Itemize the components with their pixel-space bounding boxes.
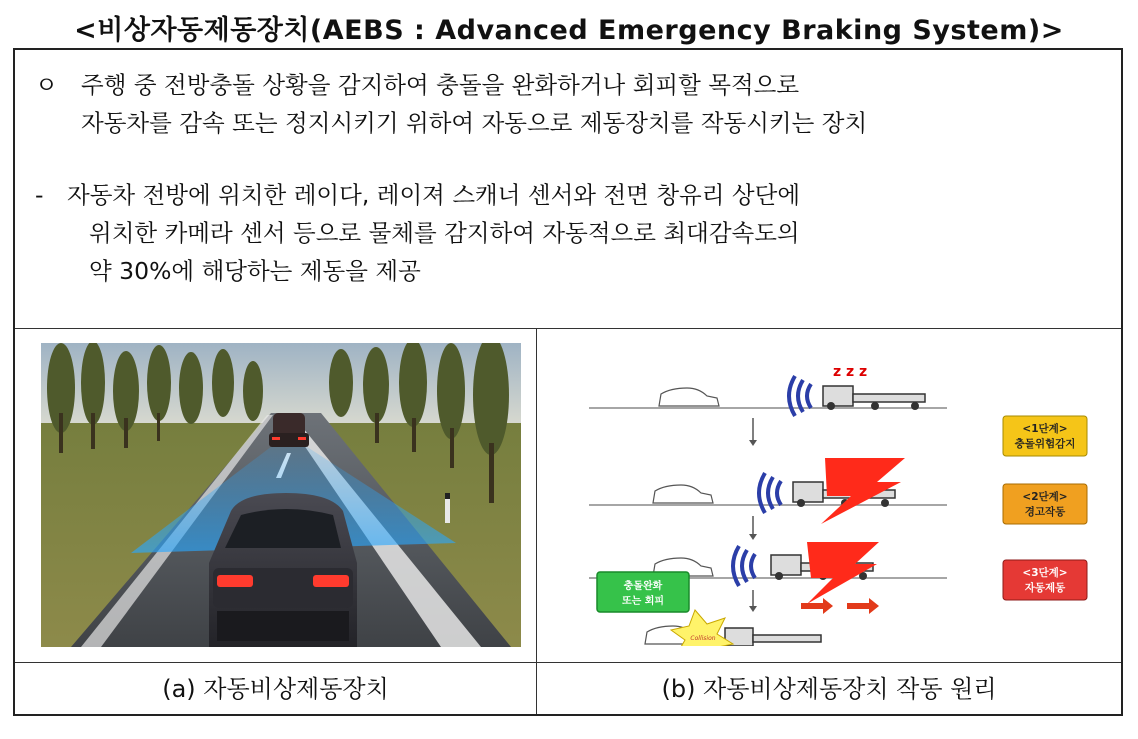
figure-b-caption: (b) 자동비상제동장치 작동 원리	[661, 675, 997, 703]
stage1-label: <1단계>	[1022, 423, 1068, 435]
bullet-main-line-1: ㅇ 주행 중 전방충돌 상황을 감지하여 충돌을 완화하거나 회피할 목적으로	[35, 66, 1115, 104]
table-top-border	[15, 328, 1121, 329]
aebs-road-photo	[41, 343, 521, 647]
lead-car	[269, 413, 309, 447]
stage1-desc: 충돌위험감지	[1014, 438, 1076, 450]
stage3-label: <3단계>	[1022, 567, 1068, 579]
ego-car	[209, 493, 357, 647]
bullet-sub-line-2: 위치한 카메라 센서 등으로 물체를 감지하여 자동적으로 최대감속도의	[89, 219, 800, 247]
svg-text:z z z: z z z	[833, 364, 868, 380]
dash-bullet-marker: -	[35, 181, 44, 209]
stage3-box	[1003, 560, 1087, 600]
content-box	[13, 48, 1123, 716]
figure-a-caption: (a) 자동비상제동장치	[162, 675, 389, 703]
bullet-sub	[35, 176, 1115, 290]
table-column-divider	[536, 328, 537, 714]
bullet-sub-line-3: 약 30%에 해당하는 제동을 제공	[89, 257, 421, 285]
circle-bullet-marker: ㅇ	[35, 71, 58, 99]
mitigation-label-2: 또는 회피	[621, 596, 665, 607]
stage2-label: <2단계>	[1022, 491, 1068, 503]
stage2-box	[1003, 484, 1087, 524]
stage1-box	[1003, 416, 1087, 456]
bullet-main	[35, 66, 1115, 142]
mitigation-label-1: 충돌완화	[623, 581, 663, 592]
stage3-desc: 자동제동	[1024, 582, 1066, 594]
collision-label: Collision	[690, 635, 716, 642]
bullet-main-line-2: 자동차를 감속 또는 정지시키기 위하여 자동으로 제동장치를 작동시키는 장치	[81, 109, 868, 137]
stage2-desc: 경고작동	[1024, 506, 1066, 518]
aebs-operation-diagram	[575, 346, 1095, 646]
bullet-sub-line-1: - 자동차 전방에 위치한 레이다, 레이져 스캐너 센서와 전면 창유리 상단에	[35, 176, 1115, 214]
page-title: <비상자동제동장치(AEBS : Advanced Emergency Braking System)>	[74, 15, 1064, 46]
